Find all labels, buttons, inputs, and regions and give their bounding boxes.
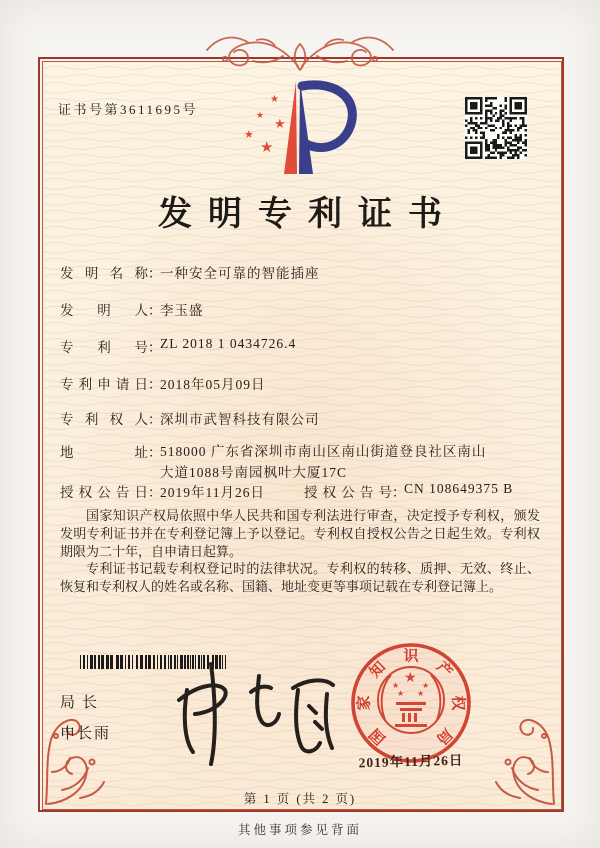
legal-paragraph: 专利证书记载专利权登记时的法律状况。专利权的转移、质押、无效、终止、恢复和专利权人的姓名或名称、国籍、地址变更等事项记载在专利登记簿上。 [60,561,540,595]
field-label: 专利号 [60,340,148,355]
legal-paragraph: 国家知识产权局依照中华人民共和国专利法进行审查，决定授予专利权，颁发发明专利证书并在专利登记簿上予以登记。专利权自授权公告之日起生效。专利权期限为二十年，自申请日起算。 [60,508,540,559]
signature-script [165,652,355,774]
certificate-title: 发明专利证书 [158,196,458,233]
field-value: 518000 广东省深圳市南山区南山街道登良社区南山大道1088号南园枫叶大厦17C [160,444,487,480]
field-colon: ： [148,412,162,427]
field-value: 一种安全可靠的智能插座 [160,266,320,281]
field-label: 地址 [60,445,148,460]
star-icon: ★ [417,689,425,698]
field-label: 发明人 [60,303,148,318]
field-row-inventor [60,299,546,319]
field-label: 专利申请日 [60,377,148,392]
logo-p-bowl [302,85,352,148]
grant-row [60,481,546,501]
field-value: 2018年05月09日 [160,377,266,392]
commissioner-name: 申长雨 [60,726,112,742]
grant-date-value: 2019年11月26日 [160,485,265,500]
field-colon: ： [148,266,162,281]
svg-text:局: 局 [432,724,455,747]
cnipa-logo-icon [236,76,364,180]
field-colon: ： [148,485,162,500]
grant-date-group [60,481,265,500]
field-colon: ： [148,445,162,460]
qr-code [465,97,527,159]
field-row-patentee [60,408,546,428]
field-value: 李玉盛 [160,303,204,318]
star-icon: ★ [256,111,265,121]
field-colon: ： [148,340,162,355]
star-icon: ★ [397,689,405,698]
logo-stars [244,94,286,156]
field-label: 授权公告号 [304,485,392,500]
svg-text:产: 产 [432,659,455,682]
star-icon: ★ [422,681,430,690]
back-note: 其他事项参见背面 [237,823,362,837]
grant-number-value: CN 108649375 B [404,481,514,496]
field-colon: ： [148,303,162,318]
svg-text:识: 识 [403,648,419,665]
star-icon: ★ [392,681,400,690]
grant-number-group [304,481,513,501]
star-icon: ★ [274,117,286,132]
field-row-filing-date [60,373,546,393]
svg-text:权: 权 [449,695,466,711]
star-icon: ★ [404,670,417,686]
field-colon: ： [392,485,406,500]
field-row-address [60,441,546,483]
field-label: 授权公告日 [60,485,148,500]
field-value: 深圳市武智科技有限公司 [160,412,320,427]
field-value: ZL 2018 1 0434726.4 [160,336,297,351]
svg-text:家: 家 [356,695,373,711]
page-number: 第 1 页 (共 2 页) [243,792,357,806]
legal-text-block [60,507,540,596]
field-label: 专利权人 [60,412,148,427]
star-icon: ★ [260,138,274,156]
logo-tower-blue [299,81,313,174]
seal-date: 2019年11月26日 [358,752,464,771]
star-icon: ★ [244,128,254,141]
star-icon: ★ [270,94,279,105]
logo-tower-red [284,81,297,174]
commissioner-title: 局长 [60,695,105,711]
field-row-invention-name [60,262,546,282]
field-label: 发明名称 [60,266,148,281]
field-row-patent-number [60,336,546,356]
certificate-number: 证书号第3611695号 [58,102,199,117]
field-colon: ： [148,377,162,392]
svg-text:国: 国 [367,724,390,747]
svg-text:知: 知 [367,659,390,682]
